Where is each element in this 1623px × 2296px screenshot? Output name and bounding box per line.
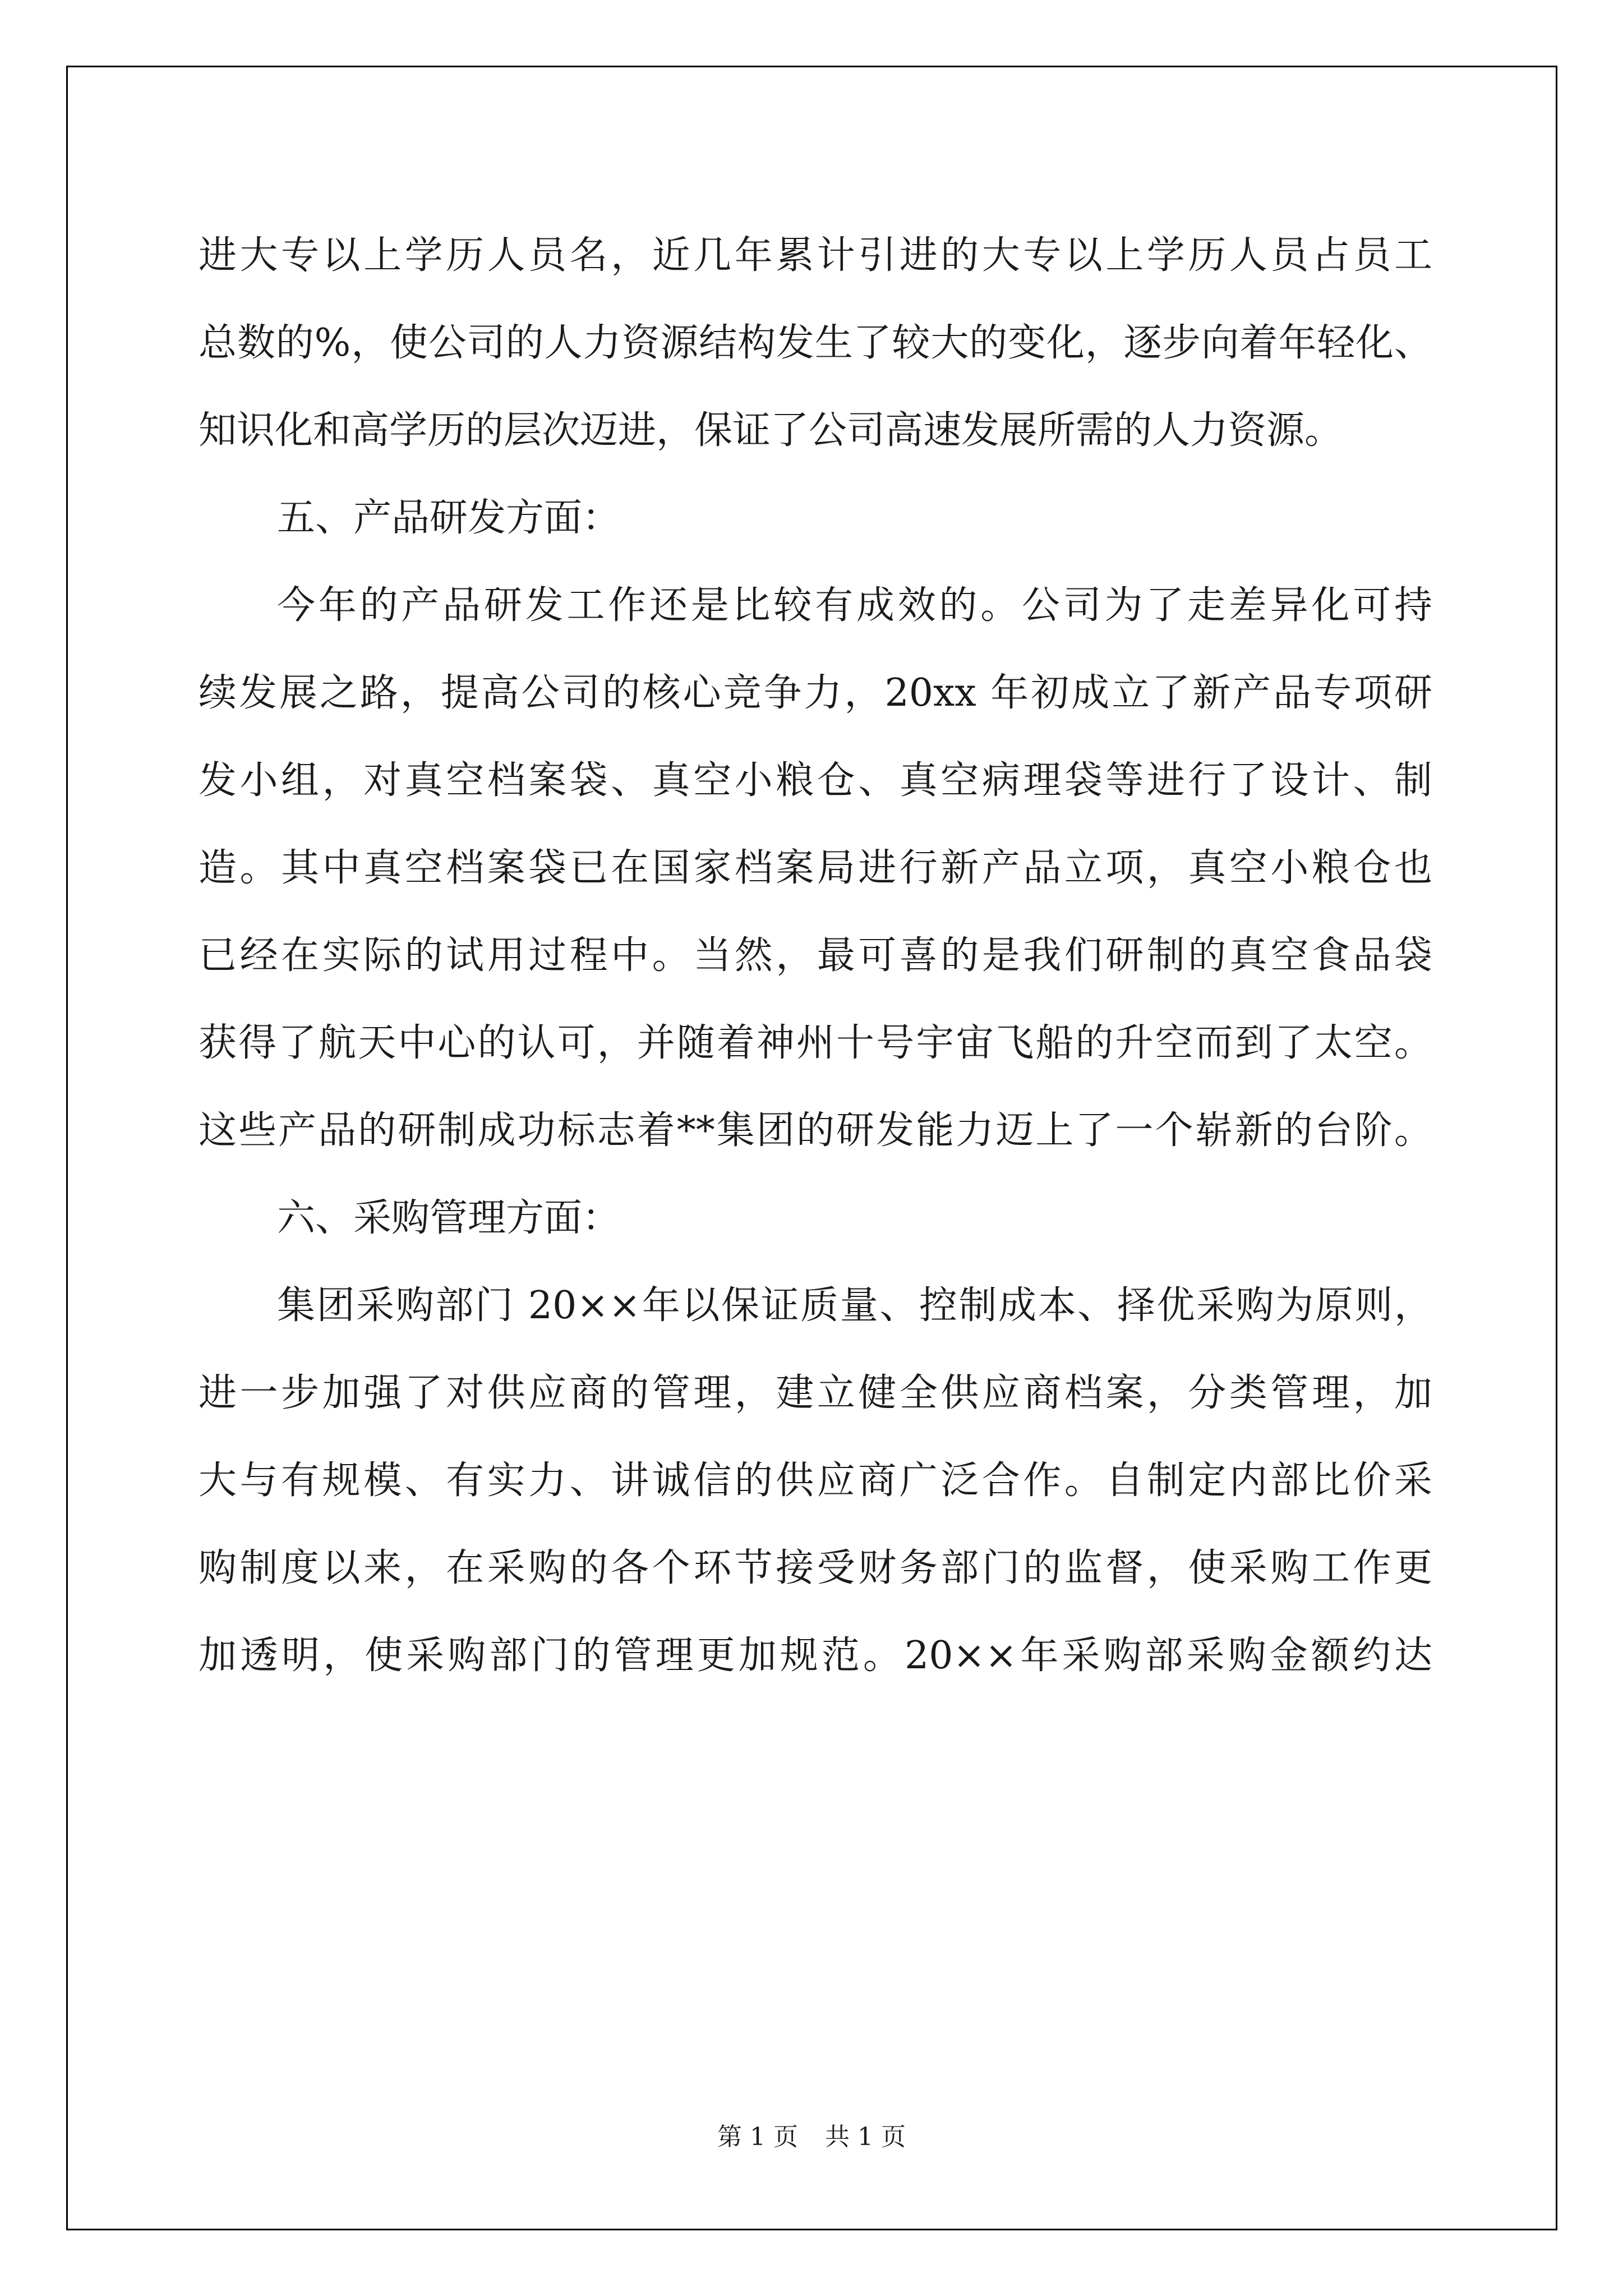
- document-body: [199, 212, 1432, 1700]
- text-line: 今年的产品研发工作还是比较有成效的。公司为了走差异化可持: [277, 583, 1432, 628]
- text-line: 总数的%，使公司的人力资源结构发生了较大的变化，逐步向着年轻化、: [199, 321, 1432, 365]
- text-line: 这些产品的研制成功标志着**集团的研发能力迈上了一个崭新的台阶。: [199, 1108, 1432, 1153]
- text-line: 已经在实际的试用过程中。当然，最可喜的是我们研制的真空食品袋: [199, 933, 1432, 978]
- text-line: 进大专以上学历人员名，近几年累计引进的大专以上学历人员占员工: [199, 233, 1432, 278]
- section-heading: 五、产品研发方面：: [277, 496, 621, 540]
- page-number: 第 1 页: [717, 2123, 798, 2151]
- text-line: 获得了航天中心的认可，并随着神州十号宇宙飞船的升空而到了太空。: [199, 1021, 1432, 1065]
- text-line: 知识化和高学历的层次迈进，保证了公司高速发展所需的人力资源。: [199, 408, 1343, 453]
- text-line: 加透明，使采购部门的管理更加规范。20××年采购部采购金额约达: [199, 1634, 1432, 1678]
- text-line: 进一步加强了对供应商的管理，建立健全供应商档案，分类管理，加: [199, 1371, 1432, 1415]
- section-heading: 六、采购管理方面：: [277, 1196, 621, 1240]
- page-total: 共 1 页: [825, 2123, 906, 2151]
- text-line: 造。其中真空档案袋已在国家档案局进行新产品立项，真空小粮仓也: [199, 846, 1432, 890]
- text-line: 集团采购部门 20××年以保证质量、控制成本、择优采购为原则，: [277, 1283, 1432, 1328]
- text-line: 购制度以来，在采购的各个环节接受财务部门的监督，使采购工作更: [199, 1546, 1432, 1590]
- text-line: 续发展之路，提高公司的核心竞争力，20xx 年初成立了新产品专项研: [199, 671, 1432, 715]
- page-footer: [0, 2120, 1623, 2154]
- text-line: 大与有规模、有实力、讲诚信的供应商广泛合作。自制定内部比价采: [199, 1458, 1432, 1503]
- text-line: 发小组，对真空档案袋、真空小粮仓、真空病理袋等进行了设计、制: [199, 758, 1432, 803]
